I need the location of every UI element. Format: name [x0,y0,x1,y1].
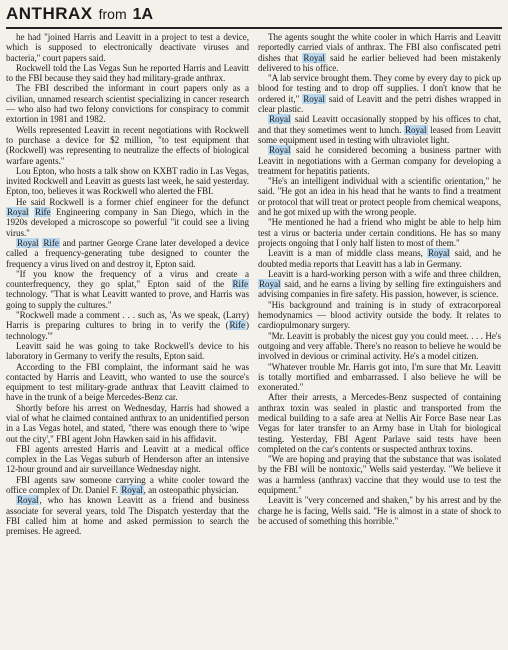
header-rule [6,27,502,29]
highlighted-term: Rife [43,237,59,248]
highlighted-term: Royal [17,237,39,248]
highlighted-term: Rife [232,279,248,290]
left-paragraph: "Rockwell made a comment . . . such as, 'As we speak, (Larry) Harris is preparing cultures to bring in to verify the (Rife) technology.'" [6,310,249,341]
highlighted-term: Royal [17,495,39,506]
left-paragraph: According to the FBI complaint, the informant said he was contacted by Harris and Leavitt, who wanted to use the source's equipment to test military-grade anthrax that Leavitt claimed to have in the trunk of a beige Mercedes-Benz car. [6,361,249,403]
left-paragraph: Rockwell told the Las Vegas Sun he reported Harris and Leavitt to the FBI because they said they had military-grade anthrax. [6,62,249,84]
right-paragraph: "He's an intelligent individual with a scientific orientation," he said. "He got an idea in his head that he wants to find a treatment or protocol that will treat or protect people from chemical weapons, and he got mixed up with the wrong people. [258,176,501,218]
highlighted-term: Royal [7,207,29,218]
highlighted-term: Royal [303,52,325,63]
left-paragraph: FBI agents saw someone carrying a white cooler toward the office complex of Dr. Daniel F. Royal, an osteopathic physician. [6,474,249,496]
left-paragraph: Leavitt said he was going to take Rockwell's device to his laboratory in Germany to verify the results, Epton said. [6,340,249,362]
highlighted-term: Rife [35,207,51,218]
right-paragraph: Leavitt is "very concerned and shaken," by his arrest and by the charge he is facing, Wells said. "He is almost in a state of shock to be accused of something this horrible." [258,495,501,526]
right-column [258,32,501,537]
header-page-ref: 1A [132,6,154,23]
highlighted-term: Royal [405,124,427,135]
left-paragraph: Wells represented Leavitt in recent negotiations with Rockwell to purchase a device for $2 million, "to test equipment that (Rockwell) was representing to neutralize the effects of biological warfare agents." [6,124,249,166]
right-paragraph: "We are hoping and praying that the substance that was isolated by the FBI will be nontoxic," Wells said yesterday. "We believe it was a harmless (anthrax) vaccine that they would use to test the equipment." [258,454,501,496]
right-paragraph: "Whatever trouble Mr. Harris got into, I'm sure that Mr. Leavitt is totally mortified and embarrassed. I also believe he will be exonerated." [258,361,501,393]
highlighted-term: Royal [269,145,291,156]
highlighted-term: Royal [427,248,450,259]
right-paragraph: The agents sought the white cooler in which Harris and Leavitt reportedly carried vials of anthrax. The FBI also confiscated petri dishes that Royal said he earlier believed had been mistakenly delivered to his office. [258,32,501,73]
left-paragraph: "If you know the frequency of a virus and create a counterfrequency, they go splat," Epton said of the Rife technology. "That is what Leavitt wanted to prove, and Harris was going to supply the cultures." [6,268,249,310]
jump-header [6,4,502,26]
header-from: from [98,6,127,22]
article-columns [6,32,502,537]
right-paragraph: "His background and training is in study of extracorporeal hemodynamics — blood activity outside the body. It relates to cardiopulmonary surgery. [258,299,501,331]
left-paragraph: FBI agents arrested Harris and Leavitt at a medical office complex in the Las Vegas suburb of Henderson after an intensive 12-hour ground and air surveillance Wednesday night. [6,443,249,475]
left-paragraph: he had "joined Harris and Leavitt in a project to test a device, which is supposed to electronically deactivate viruses and bacteria," court papers said. [6,32,249,63]
right-paragraph: Leavitt is a hard-working person with a wife and three children, Royal said, and he earns a living by selling fire extinguishers and advising companies in fire safety. His passion, however, is science. [258,268,501,300]
left-column [6,32,249,537]
highlighted-term: Royal [303,93,325,104]
highlighted-term: Rife [229,320,246,331]
left-paragraph: Royal, who has known Leavitt as a friend and business associate for several years, told The Dispatch yesterday that the FBI called him at home and asked permission to search the premises. He agreed. [6,495,249,537]
left-paragraph: Royal Rife and partner George Crane later developed a device called a frequency-generating tube designed to counter the frequency a virus lived on and destroy it, Epton said. [6,237,249,269]
right-paragraph: After their arrests, a Mercedes-Benz suspected of containing anthrax toxin was sealed in plastic and transported from the medical building to a safe area at Nellis Air Force Base near Las Vegas for later transfer to an Army base in Utah for biological testing. Yesterday, FBI Agent Parlave said tests have been completed on the car's contents or suspected anthrax toxins. [258,392,501,454]
right-paragraph: "He mentioned he had a friend who might be able to help him test a virus or bacteria under certain conditions. He has so many projects ongoing that I only half listen to most of them." [258,217,501,248]
right-paragraph: Royal said Leavitt occasionally stopped by his offices to chat, and that they sometimes went to lunch. Royal leased from Leavitt some equipment used in testing with ultraviolet light. [258,114,501,145]
highlighted-term: Royal [269,114,291,125]
highlighted-term: Royal [121,485,143,496]
highlighted-term: Royal [259,279,281,290]
left-paragraph: Shortly before his arrest on Wednesday, Harris had showed a vial of what he claimed contained anthrax to an unidentified person in a Las Vegas hotel, and stated, "there was enough there to 'wipe out the city'," FBI agent John Hawken said in his affidavit. [6,402,249,444]
left-paragraph: The FBI described the informant in court papers only as a civilian, unnamed research scientist specializing in cancer research — who also had two felony convictions for conspiracy to commit extortion in 1981 and 1982. [6,83,249,125]
right-paragraph: "Mr. Leavitt is probably the nicest guy you could meet. . . . He's outgoing and very affable. There's no reason to believe he would be involved in devious or criminal activity. He's a model citizen. [258,330,501,362]
left-paragraph: Lou Epton, who hosts a talk show on KXBT radio in Las Vegas, invited Rockwell and Leavitt as guests last week, he said yesterday. Epton, too, believes it was Rockwell who alerted the FBI. [6,165,249,197]
right-paragraph: "A lab service brought them. They come by every day to pick up blood for testing and to drop off supplies. I don't know that he ordered it," Royal said of Leavitt and the petri dishes wrapped in clear plastic. [258,73,501,115]
header-title: ANTHRAX [6,4,93,23]
right-paragraph: Leavitt is a man of middle class means, Royal said, and he doubted media reports that Leavitt has a lab in Germany. [258,248,501,269]
right-paragraph: Royal said he considered becoming a business partner with Leavitt in negotiations with a German company for developing a treatment for hepatitis patients. [258,145,501,176]
left-paragraph: He said Rockwell is a former chief engineer for the defunct Royal Rife Engineering company in San Diego, which in the 1920s developed a microscope so powerful "it could see a living virus." [6,196,249,238]
